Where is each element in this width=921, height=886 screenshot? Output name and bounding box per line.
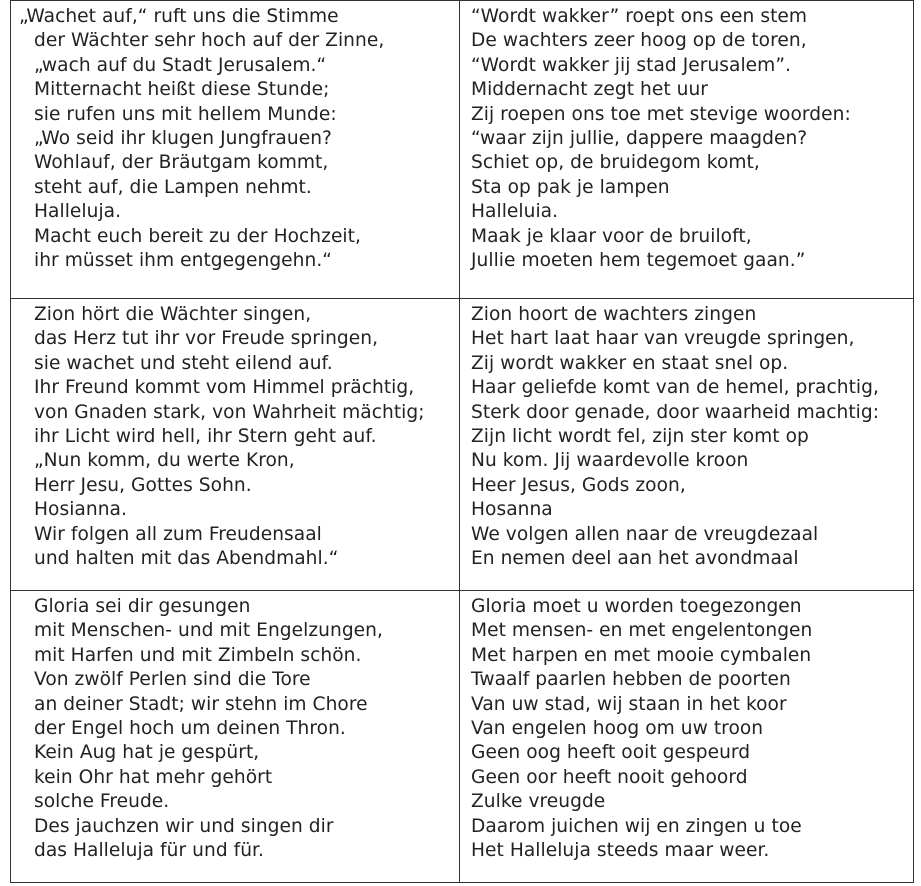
verse-row-1: [11, 1, 914, 299]
dutch-line: Hosanna: [471, 499, 553, 521]
dutch-verse-2-cell: [460, 299, 914, 591]
german-line: Herr Jesu, Gottes Sohn.: [34, 474, 252, 496]
german-line: Gloria sei dir gesungen: [34, 596, 251, 617]
german-line: der Engel hoch um deinen Thron.: [34, 718, 346, 740]
german-line: „Wachet auf,“ ruft uns die Stimme: [19, 6, 339, 27]
dutch-line: Van engelen hoog om uw troon: [471, 718, 764, 740]
german-line: das Halleluja für und für.: [34, 840, 265, 862]
dutch-line: Halleluia.: [471, 201, 559, 223]
german-verse-2-cell: [11, 299, 460, 591]
german-line: Hosianna.: [34, 499, 127, 521]
german-verse-3-cell: [11, 591, 460, 883]
german-line: ihr müsset ihm entgegengehn.“: [34, 250, 332, 272]
verse-row-3: [11, 591, 914, 883]
dutch-line: “Wordt wakker” roept ons een stem: [471, 6, 808, 27]
dutch-line: Met mensen- en met engelentongen: [471, 620, 813, 642]
dutch-verse-3-cell: [460, 591, 914, 883]
dutch-line: Schiet op, de bruidegom komt,: [471, 152, 760, 174]
german-line: „Nun komm, du werte Kron,: [34, 450, 295, 472]
dutch-line: Geen oor heeft nooit gehoord: [471, 766, 748, 788]
german-line: an deiner Stadt; wir stehn im Chore: [34, 693, 368, 715]
german-line: Kein Aug hat je gespürt,: [34, 742, 260, 764]
german-line: das Herz tut ihr vor Freude springen,: [34, 328, 379, 350]
dutch-line: Het Halleluja steeds maar weer.: [471, 840, 770, 862]
dutch-line: En nemen deel aan het avondmaal: [471, 548, 799, 570]
dutch-line: Daarom juichen wij en zingen u toe: [471, 815, 802, 837]
german-line: und halten mit das Abendmahl.“: [34, 548, 339, 570]
german-line: Macht euch bereit zu der Hochzeit,: [34, 225, 361, 247]
dutch-line: Zij wordt wakker en staat snel op.: [471, 352, 789, 374]
dutch-line: “waar zijn jullie, dappere maagden?: [471, 128, 808, 150]
dutch-line: Sterk door genade, door waarheid machtig:: [471, 401, 880, 423]
german-line: steht auf, die Lampen nehmt.: [34, 176, 312, 198]
german-line: Halleluja.: [34, 201, 122, 223]
german-line: kein Ohr hat mehr gehört: [34, 766, 273, 788]
dutch-line: Haar geliefde komt van de hemel, prachtig,: [471, 377, 879, 399]
german-line: Mitternacht heißt diese Stunde;: [34, 79, 330, 101]
dutch-line: Zijn licht wordt fel, zijn ster komt op: [471, 426, 809, 448]
dutch-line: Geen oog heeft ooit gespeurd: [471, 742, 751, 764]
dutch-line: Gloria moet u worden toegezongen: [471, 596, 802, 617]
dutch-line: Middernacht zegt het uur: [471, 79, 708, 101]
dutch-line: De wachters zeer hoog op de toren,: [471, 30, 807, 52]
dutch-line: Heer Jesus, Gods zoon,: [471, 474, 686, 496]
dutch-line: Maak je klaar voor de bruiloft,: [471, 225, 752, 247]
dutch-line: Met harpen en met mooie cymbalen: [471, 644, 812, 666]
german-line: solche Freude.: [34, 791, 170, 813]
dutch-line: “Wordt wakker jij stad Jerusalem”.: [471, 54, 791, 76]
german-line: Wohlauf, der Bräutgam kommt,: [34, 152, 329, 174]
dutch-verse-1-cell: [460, 1, 914, 299]
german-line: „Wo seid ihr klugen Jungfrauen?: [34, 128, 332, 150]
german-line: Des jauchzen wir und singen dir: [34, 815, 334, 837]
german-line: „wach auf du Stadt Jerusalem.“: [34, 54, 327, 76]
german-line: sie wachet und steht eilend auf.: [34, 352, 333, 374]
german-verse-1-cell: [11, 1, 460, 299]
german-line: von Gnaden stark, von Wahrheit mächtig;: [34, 401, 425, 423]
dutch-line: Zulke vreugde: [471, 791, 606, 813]
dutch-line: Zion hoort de wachters zingen: [471, 304, 757, 325]
dutch-line: Zij roepen ons toe met stevige woorden:: [471, 103, 851, 125]
dutch-line: Twaalf paarlen hebben de poorten: [471, 669, 791, 691]
dutch-line: Het hart laat haar van vreugde springen,: [471, 328, 855, 350]
dutch-line: Jullie moeten hem tegemoet gaan.”: [471, 250, 806, 272]
verse-row-2: [11, 299, 914, 591]
german-line: der Wächter sehr hoch auf der Zinne,: [34, 30, 385, 52]
german-line: mit Menschen- und mit Engelzungen,: [34, 620, 383, 642]
german-line: ihr Licht wird hell, ihr Stern geht auf.: [34, 426, 377, 448]
german-line: sie rufen uns mit hellem Munde:: [34, 103, 337, 125]
german-line: Zion hört die Wächter singen,: [34, 304, 312, 325]
dutch-line: Sta op pak je lampen: [471, 176, 670, 198]
lyrics-translation-table: [10, 0, 914, 883]
german-line: Wir folgen all zum Freudensaal: [34, 523, 322, 545]
german-line: Ihr Freund kommt vom Himmel prächtig,: [34, 377, 415, 399]
dutch-line: Van uw stad, wij staan in het koor: [471, 693, 787, 715]
german-line: Von zwölf Perlen sind die Tore: [34, 669, 311, 691]
dutch-line: Nu kom. Jij waardevolle kroon: [471, 450, 749, 472]
dutch-line: We volgen allen naar de vreugdezaal: [471, 523, 819, 545]
german-line: mit Harfen und mit Zimbeln schön.: [34, 644, 362, 666]
